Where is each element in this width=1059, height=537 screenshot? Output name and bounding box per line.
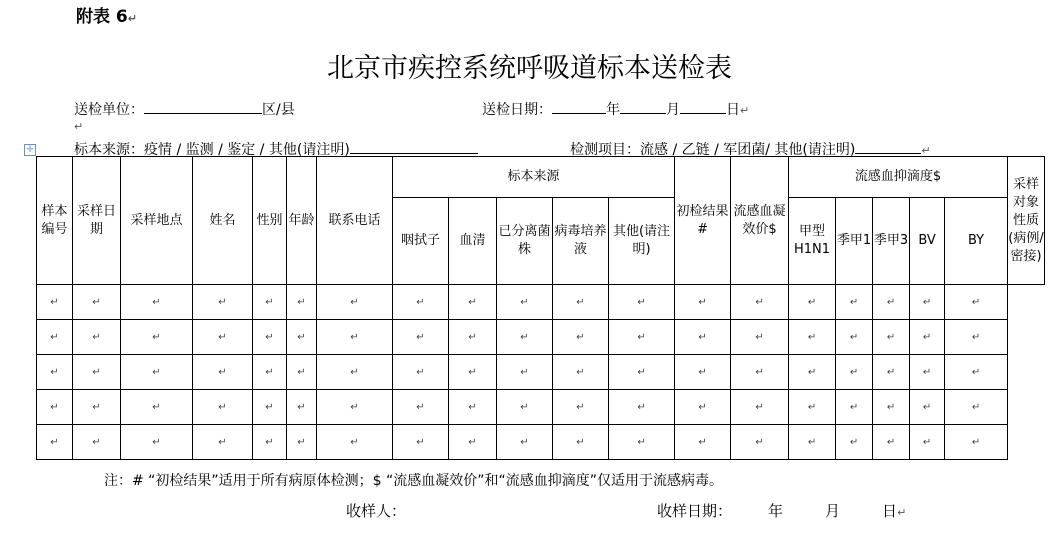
table-cell[interactable] (497, 285, 553, 320)
table-cell[interactable] (675, 285, 731, 320)
sample-table (36, 156, 1045, 460)
header-isolate: 已分离菌株 (497, 198, 553, 285)
month-label: 月 (666, 102, 680, 118)
cell-return-mark: ↵ (265, 331, 274, 343)
table-cell[interactable] (497, 355, 553, 390)
cell-return-mark: ↵ (416, 296, 425, 308)
day-label: 日 (726, 102, 740, 118)
table-cell[interactable] (873, 320, 910, 355)
table-cell[interactable] (193, 425, 253, 460)
cell-return-mark: ↵ (468, 436, 477, 448)
cell-return-mark: ↵ (416, 331, 425, 343)
test-items-label: 检测项目：流感 / 乙链 / 军团菌/ 其他(请注明) (570, 142, 856, 158)
header-phone: 联系电话 (317, 157, 393, 285)
table-cell[interactable] (37, 320, 73, 355)
table-cell[interactable] (731, 390, 789, 425)
receive-date-label: 收样日期： (657, 502, 733, 520)
table-row (37, 390, 1045, 425)
table-cell[interactable] (836, 355, 873, 390)
test-items-line: 检测项目：流感 / 乙链 / 军团菌/ 其他(请注明) ↵ (570, 138, 931, 159)
table-cell[interactable] (193, 320, 253, 355)
table-row (37, 320, 1045, 355)
submit-date-label: 送检日期： (482, 102, 552, 118)
table-cell[interactable] (789, 320, 836, 355)
table-cell[interactable] (317, 425, 393, 460)
receive-day-label: 日 (882, 502, 898, 520)
header-sample-date: 采样日期 (73, 157, 121, 285)
cell-return-mark: ↵ (520, 401, 529, 413)
footnote: 注：# “初检结果”适用于所有病原体检测；$ “流感血凝效价”和“流感血抑滴度”仅适用于流感病毒。 (104, 473, 724, 489)
submit-day-field[interactable] (680, 98, 726, 114)
cell-return-mark: ↵ (849, 331, 859, 343)
table-cell[interactable] (836, 285, 873, 320)
cell-return-mark: ↵ (152, 401, 161, 413)
table-row (37, 425, 1045, 460)
cell-return-mark: ↵ (698, 366, 707, 378)
table-cell[interactable] (873, 390, 910, 425)
cell-return-mark: ↵ (416, 366, 425, 378)
table-cell[interactable] (253, 320, 287, 355)
receiver-label: 收样人： (346, 502, 407, 520)
table-cell[interactable] (73, 355, 121, 390)
cell-return-mark: ↵ (576, 436, 585, 448)
cell-return-mark: ↵ (698, 436, 707, 448)
table-cell[interactable] (449, 425, 497, 460)
cell-return-mark: ↵ (416, 436, 425, 448)
table-cell[interactable] (609, 390, 675, 425)
submit-unit-label: 送检单位： (74, 102, 144, 118)
cell-return-mark: ↵ (50, 296, 59, 308)
cell-return-mark: ↵ (520, 296, 529, 308)
header-hi-titer: 流感血抑滴度$ (789, 157, 1008, 198)
cell-return-mark: ↵ (849, 401, 859, 413)
header-sex: 性别 (253, 157, 287, 285)
cell-return-mark: ↵ (576, 296, 585, 308)
header-location: 采样地点 (121, 157, 193, 285)
cell-return-mark: ↵ (971, 436, 981, 448)
table-cell[interactable] (497, 390, 553, 425)
table-cell[interactable] (287, 320, 317, 355)
cell-return-mark: ↵ (297, 436, 306, 448)
cell-return-mark: ↵ (637, 366, 646, 378)
table-cell[interactable] (553, 425, 609, 460)
table-cell[interactable] (910, 285, 945, 320)
table-cell[interactable] (287, 355, 317, 390)
table-cell[interactable] (675, 320, 731, 355)
table-cell[interactable] (945, 285, 1008, 320)
table-cell[interactable] (287, 390, 317, 425)
receive-date-line: 收样日期： 年 月 日↵ (657, 502, 907, 520)
cell-return-mark: ↵ (520, 436, 529, 448)
cell-return-mark: ↵ (297, 296, 306, 308)
header-hai-titer: 流感血凝效价$ (731, 157, 789, 285)
table-cell[interactable] (553, 390, 609, 425)
submit-date-line: 送检日期： 年 月 日↵ (482, 98, 749, 119)
cell-return-mark: ↵ (520, 331, 529, 343)
cell-return-mark: ↵ (218, 436, 227, 448)
table-cell[interactable] (789, 425, 836, 460)
header-virus-culture: 病毒培养液 (553, 198, 609, 285)
table-move-handle-icon[interactable]: ✛ (24, 144, 36, 156)
cell-return-mark: ↵ (971, 366, 981, 378)
table-cell[interactable] (910, 390, 945, 425)
table-cell[interactable] (789, 355, 836, 390)
cell-return-mark: ↵ (922, 436, 932, 448)
table-cell[interactable] (497, 320, 553, 355)
cell-return-mark: ↵ (807, 436, 817, 448)
table-cell[interactable] (789, 285, 836, 320)
header-bv: BV (910, 198, 945, 285)
table-cell[interactable] (789, 390, 836, 425)
cell-return-mark: ↵ (849, 436, 859, 448)
table-cell[interactable] (73, 425, 121, 460)
table-cell[interactable] (449, 320, 497, 355)
cell-return-mark: ↵ (755, 366, 764, 378)
cell-return-mark: ↵ (350, 436, 359, 448)
cell-return-mark: ↵ (468, 401, 477, 413)
table-cell[interactable] (497, 425, 553, 460)
table-cell[interactable] (910, 425, 945, 460)
table-cell[interactable] (449, 355, 497, 390)
table-cell[interactable] (393, 285, 449, 320)
table-row (37, 285, 1045, 320)
cell-return-mark: ↵ (218, 401, 227, 413)
table-cell[interactable] (37, 425, 73, 460)
table-cell[interactable] (609, 425, 675, 460)
cell-return-mark: ↵ (416, 401, 425, 413)
table-cell[interactable] (873, 425, 910, 460)
header-sample-no: 样本编号 (37, 157, 73, 285)
submit-unit-line (74, 98, 295, 119)
table-cell[interactable] (253, 390, 287, 425)
table-cell[interactable] (731, 320, 789, 355)
table-cell[interactable] (393, 390, 449, 425)
cell-return-mark: ↵ (886, 366, 896, 378)
cell-return-mark: ↵ (922, 366, 932, 378)
cell-return-mark: ↵ (350, 296, 359, 308)
table-cell[interactable] (317, 390, 393, 425)
table-cell[interactable] (945, 390, 1008, 425)
header-other-source: 其他(请注明) (609, 198, 675, 285)
table-cell[interactable] (553, 320, 609, 355)
cell-return-mark: ↵ (922, 401, 932, 413)
page-title: 北京市疾控系统呼吸道标本送检表 (327, 53, 732, 84)
table-cell[interactable] (37, 355, 73, 390)
cell-return-mark: ↵ (698, 401, 707, 413)
header-by: BY (945, 198, 1008, 285)
header-age: 年龄 (287, 157, 317, 285)
test-items-other-field[interactable] (855, 138, 921, 154)
submit-year-field[interactable] (552, 98, 606, 114)
table-cell[interactable] (393, 425, 449, 460)
cell-return-mark: ↵ (576, 331, 585, 343)
table-row (37, 355, 1045, 390)
cell-return-mark: ↵ (971, 401, 981, 413)
cell-return-mark: ↵ (922, 296, 932, 308)
table-cell[interactable] (121, 355, 193, 390)
cell-return-mark: ↵ (698, 331, 707, 343)
cell-return-mark: ↵ (152, 296, 161, 308)
year-label: 年 (606, 102, 620, 118)
cell-return-mark: ↵ (886, 401, 896, 413)
submit-unit-field[interactable] (144, 98, 262, 114)
header-subject-nature: 采样对象性质(病例/密接) (1008, 157, 1045, 285)
table-cell[interactable] (193, 285, 253, 320)
cell-return-mark: ↵ (637, 331, 646, 343)
receive-year-label: 年 (768, 502, 784, 520)
table-cell[interactable] (836, 390, 873, 425)
cell-return-mark: ↵ (92, 436, 101, 448)
cell-return-mark: ↵ (50, 366, 59, 378)
cell-return-mark: ↵ (807, 366, 817, 378)
cell-return-mark: ↵ (971, 331, 981, 343)
cell-return-mark: ↵ (92, 331, 101, 343)
header-serum: 血清 (449, 198, 497, 285)
table-cell[interactable] (553, 355, 609, 390)
cell-return-mark: ↵ (350, 401, 359, 413)
table-cell[interactable] (193, 355, 253, 390)
cell-return-mark: ↵ (468, 331, 477, 343)
receive-month-label: 月 (825, 502, 841, 520)
table-cell[interactable] (910, 355, 945, 390)
cell-return-mark: ↵ (152, 436, 161, 448)
table-cell[interactable] (317, 320, 393, 355)
table-cell[interactable] (836, 320, 873, 355)
table-cell[interactable] (393, 355, 449, 390)
cell-return-mark: ↵ (350, 331, 359, 343)
table-cell[interactable] (836, 425, 873, 460)
table-cell[interactable] (945, 320, 1008, 355)
cell-return-mark: ↵ (637, 436, 646, 448)
cell-return-mark: ↵ (755, 401, 764, 413)
district-suffix: 区/县 (262, 102, 295, 118)
table-cell[interactable] (253, 425, 287, 460)
cell-return-mark: ↵ (807, 296, 817, 308)
cell-return-mark: ↵ (637, 296, 646, 308)
cell-return-mark: ↵ (218, 331, 227, 343)
header-initial-result: 初检结果# (675, 157, 731, 285)
table-cell[interactable] (553, 285, 609, 320)
header-name: 姓名 (193, 157, 253, 285)
cell-return-mark: ↵ (265, 436, 274, 448)
cell-return-mark: ↵ (576, 366, 585, 378)
table-cell[interactable] (731, 355, 789, 390)
sample-source-other-field[interactable] (350, 138, 478, 154)
table-cell[interactable] (37, 390, 73, 425)
table-cell[interactable] (945, 355, 1008, 390)
sample-source-label: 标本来源：疫情 / 监测 / 鉴定 / 其他(请注明) (74, 142, 350, 158)
cell-return-mark: ↵ (971, 296, 981, 308)
cell-return-mark: ↵ (807, 401, 817, 413)
cell-return-mark: ↵ (520, 366, 529, 378)
cell-return-mark: ↵ (849, 366, 859, 378)
table-cell[interactable] (910, 320, 945, 355)
table-cell[interactable] (609, 355, 675, 390)
table-cell[interactable] (287, 425, 317, 460)
table-cell[interactable] (253, 285, 287, 320)
cell-return-mark: ↵ (265, 366, 274, 378)
cell-return-mark: ↵ (297, 331, 306, 343)
cell-return-mark: ↵ (297, 366, 306, 378)
table-cell[interactable] (121, 285, 193, 320)
table-cell[interactable] (73, 320, 121, 355)
cell-return-mark: ↵ (637, 401, 646, 413)
cell-return-mark: ↵ (350, 366, 359, 378)
cell-return-mark: ↵ (92, 366, 101, 378)
cell-return-mark: ↵ (218, 366, 227, 378)
header-throat-swab: 咽拭子 (393, 198, 449, 285)
paragraph-mark: ↵ (74, 120, 84, 133)
cell-return-mark: ↵ (297, 401, 306, 413)
table-cell[interactable] (317, 355, 393, 390)
cell-return-mark: ↵ (755, 436, 764, 448)
cell-return-mark: ↵ (265, 401, 274, 413)
table-cell[interactable] (253, 355, 287, 390)
header-seasonal-a1: 季甲1 (836, 198, 873, 285)
table-cell[interactable] (121, 390, 193, 425)
cell-return-mark: ↵ (468, 296, 477, 308)
cell-return-mark: ↵ (468, 366, 477, 378)
table-cell[interactable] (731, 285, 789, 320)
cell-return-mark: ↵ (50, 436, 59, 448)
appendix-label: 附表 6↵ (76, 7, 137, 27)
cell-return-mark: ↵ (922, 331, 932, 343)
table-cell[interactable] (449, 390, 497, 425)
cell-return-mark: ↵ (755, 331, 764, 343)
cell-return-mark: ↵ (807, 331, 817, 343)
table-cell[interactable] (287, 285, 317, 320)
table-cell[interactable] (945, 425, 1008, 460)
cell-return-mark: ↵ (92, 401, 101, 413)
cell-return-mark: ↵ (50, 401, 59, 413)
header-seasonal-a3: 季甲3 (873, 198, 910, 285)
table-cell[interactable] (873, 355, 910, 390)
cell-return-mark: ↵ (92, 296, 101, 308)
table-cell[interactable] (393, 320, 449, 355)
table-cell[interactable] (193, 390, 253, 425)
receiver-line (346, 500, 406, 521)
cell-return-mark: ↵ (698, 296, 707, 308)
table-cell[interactable] (873, 285, 910, 320)
table-cell[interactable] (609, 285, 675, 320)
cell-return-mark: ↵ (218, 296, 227, 308)
cell-return-mark: ↵ (265, 296, 274, 308)
table-cell[interactable] (73, 285, 121, 320)
cell-return-mark: ↵ (755, 296, 764, 308)
table-cell[interactable] (675, 355, 731, 390)
table-cell[interactable] (317, 285, 393, 320)
cell-return-mark: ↵ (576, 401, 585, 413)
table-cell[interactable] (731, 425, 789, 460)
table-cell[interactable] (73, 390, 121, 425)
cell-return-mark: ↵ (152, 331, 161, 343)
table-cell[interactable] (449, 285, 497, 320)
cell-return-mark: ↵ (152, 366, 161, 378)
table-cell[interactable] (609, 320, 675, 355)
table-cell[interactable] (121, 320, 193, 355)
cell-return-mark: ↵ (886, 331, 896, 343)
table-cell[interactable] (121, 425, 193, 460)
header-sample-source: 标本来源 (393, 157, 675, 198)
header-h1n1: 甲型H1N1 (789, 198, 836, 285)
cell-return-mark: ↵ (849, 296, 859, 308)
cell-return-mark: ↵ (886, 296, 896, 308)
table-cell[interactable] (675, 390, 731, 425)
cell-return-mark: ↵ (50, 331, 59, 343)
table-cell[interactable] (37, 285, 73, 320)
cell-return-mark: ↵ (886, 436, 896, 448)
table-cell[interactable] (675, 425, 731, 460)
submit-month-field[interactable] (620, 98, 666, 114)
